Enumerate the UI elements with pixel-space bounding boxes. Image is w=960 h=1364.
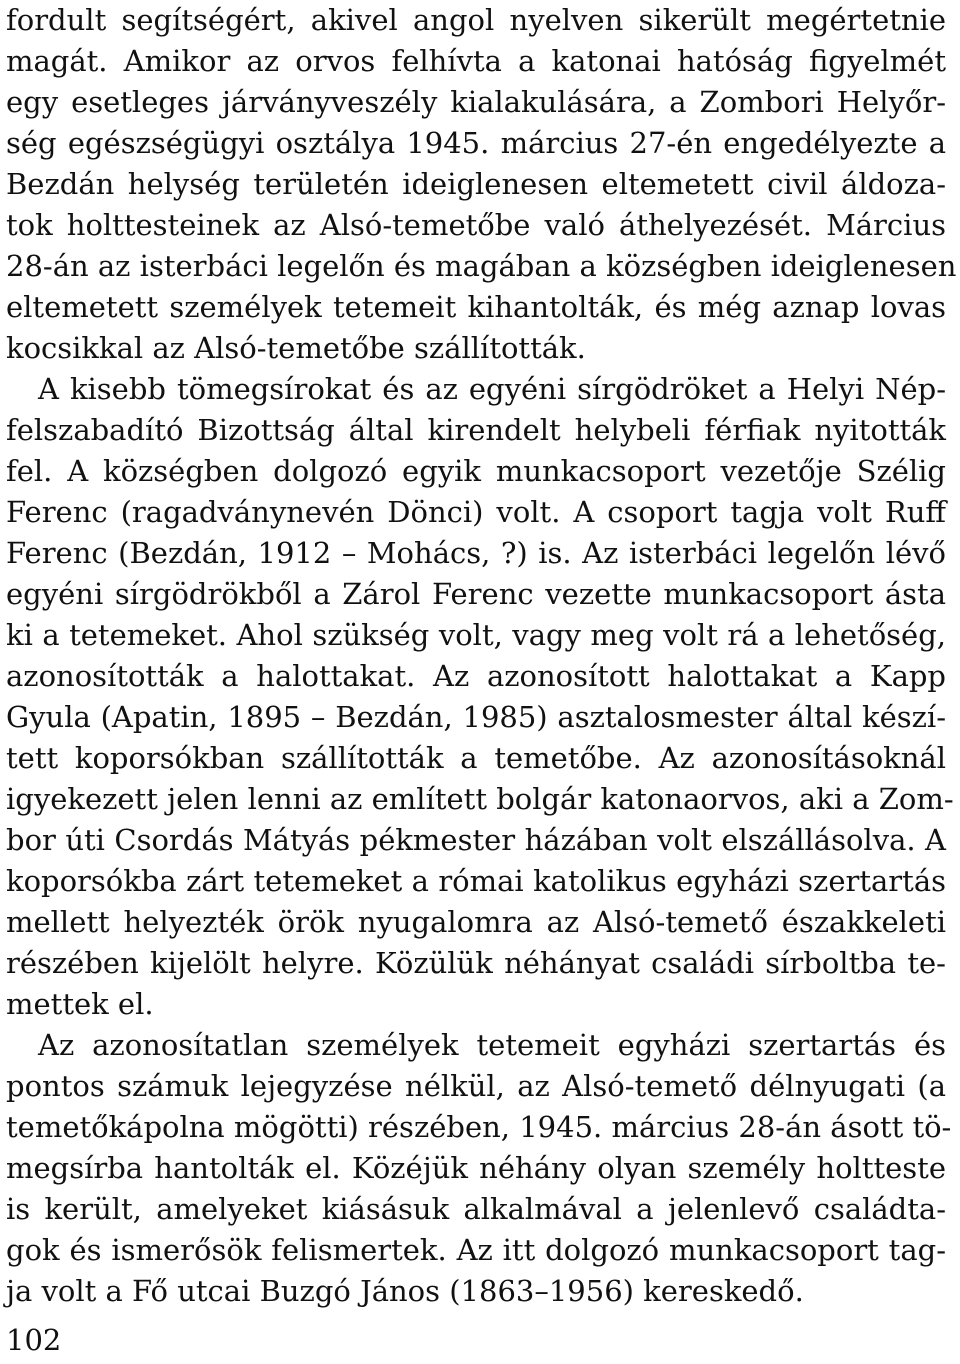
text-line: részében kijelölt helyre. Közülük néhányat családi sírboltba te- [6, 946, 946, 980]
paragraph-start-line: Az azonosítatlan személyek tetemeit egyházi szertartás és [38, 1028, 946, 1062]
text-line: Ferenc (ragadványnevén Dönci) volt. A csoport tagja volt Ruff [6, 495, 946, 529]
page-number: 102 [6, 1323, 62, 1357]
text-line: felszabadító Bizottság által kirendelt helybeli férfiak nyitották [6, 413, 946, 447]
text-line: kocsikkal az Alsó-temetőbe szállították. [6, 331, 586, 365]
text-line: Bezdán helység területén ideiglenesen eltemetett civil áldoza- [6, 167, 946, 201]
text-line: megsírba hantolták el. Közéjük néhány olyan személy holtteste [6, 1151, 946, 1185]
text-line: mellett helyezték örök nyugalomra az Alsó-temető északkeleti [6, 905, 946, 939]
text-line: ja volt a Fő utcai Buzgó János (1863–1956) kereskedő. [6, 1274, 804, 1308]
text-line: koporsókba zárt tetemeket a római katolikus egyházi szertartás [6, 864, 946, 898]
text-line: is került, amelyeket kiásásuk alkalmával a jelenlevő családta- [6, 1192, 946, 1226]
text-line: eltemetett személyek tetemeit kihantolták, és még aznap lovas [6, 290, 946, 324]
text-line: 28-án az isterbáci legelőn és magában a községben ideiglenesen [6, 249, 957, 283]
text-line: igyekezett jelen lenni az említett bolgár katonaorvos, aki a Zom- [6, 782, 954, 816]
text-line: mettek el. [6, 987, 154, 1021]
text-line: gok és ismerősök felismertek. Az itt dolgozó munkacsoport tag- [6, 1233, 946, 1267]
text-line: magát. Amikor az orvos felhívta a katonai hatóság figyelmét [6, 44, 946, 78]
text-line: fordult segítségért, akivel angol nyelven sikerült megértetnie [6, 3, 946, 37]
body-text [6, 0, 957, 1312]
text-line: bor úti Csordás Mátyás pékmester házában volt elszállásolva. A [6, 823, 946, 857]
text-line: ség egészségügyi osztálya 1945. március 27-én engedélyezte a [6, 126, 946, 160]
text-line: Ferenc (Bezdán, 1912 – Mohács, ?) is. Az isterbáci legelőn lévő [6, 536, 946, 570]
text-line: tett koporsókban szállították a temetőbe. Az azonosításoknál [6, 741, 946, 775]
text-line: temetőkápolna mögötti) részében, 1945. március 28-án ásott tö- [6, 1110, 952, 1144]
text-line: pontos számuk lejegyzése nélkül, az Alsó-temető délnyugati (a [6, 1069, 946, 1103]
text-line: egy esetleges járványveszély kialakulására, a Zombori Helyőr- [6, 85, 946, 119]
text-line: ki a tetemeket. Ahol szükség volt, vagy meg volt rá a lehetőség, [6, 618, 946, 652]
text-line: azonosították a halottakat. Az azonosított halottakat a Kapp [6, 659, 946, 693]
text-line: egyéni sírgödrökből a Zárol Ferenc vezette munkacsoport ásta [6, 577, 946, 611]
paragraph-start-line: A kisebb tömegsírokat és az egyéni sírgödröket a Helyi Nép- [38, 372, 946, 406]
text-line: tok holttesteinek az Alsó-temetőbe való áthelyezését. Március [6, 208, 946, 242]
text-line: Gyula (Apatin, 1895 – Bezdán, 1985) asztalosmester által készí- [6, 700, 946, 734]
text-line: fel. A községben dolgozó egyik munkacsoport vezetője Szélig [6, 454, 946, 488]
